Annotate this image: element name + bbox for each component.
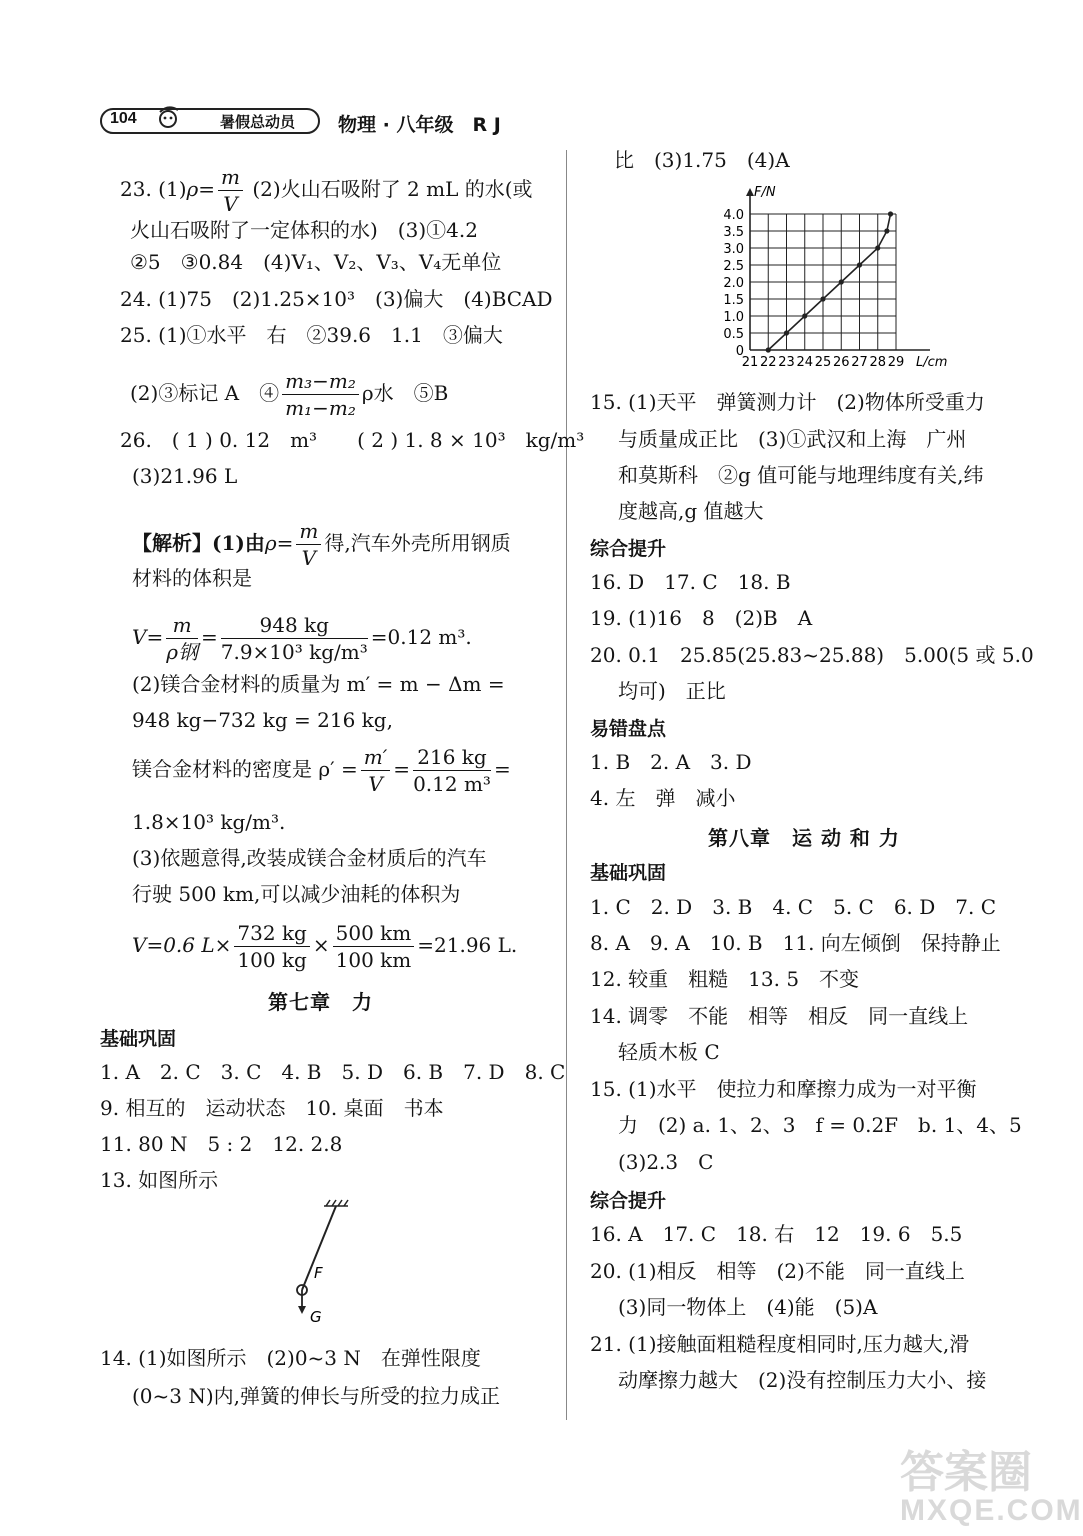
series-name: 暑假总动员	[220, 113, 296, 131]
label-G: G	[310, 1308, 322, 1326]
comp-line3: 20. 0.1 25.85(25.83~25.88) 5.00(5 或 5.0	[590, 643, 1034, 667]
data-point	[820, 296, 825, 301]
data-point	[802, 313, 807, 318]
q23-label: 23. (1)	[120, 177, 187, 201]
x-axis-label: L/cm	[916, 355, 948, 370]
y-tick-label: 1.5	[723, 293, 744, 308]
data-point	[875, 245, 880, 250]
q25-line2	[130, 368, 448, 421]
label-F: F	[314, 1264, 323, 1282]
data-point	[884, 228, 889, 233]
y-tick-label: 2.5	[723, 259, 744, 274]
volume-fraction2	[221, 612, 368, 665]
column-divider	[566, 150, 567, 1420]
y-tick-label: 3.5	[723, 225, 744, 240]
basic2-line5: 轻质木板 C	[618, 1040, 720, 1064]
x-tick-label: 26	[832, 355, 850, 370]
q25-part: (2)③标记 A ④	[130, 381, 280, 405]
arrow-head	[298, 1306, 306, 1314]
ceiling-hatch	[324, 1200, 348, 1206]
rho-symbol: ρ	[186, 177, 199, 201]
right-line0: 比 (3)1.75 (4)A	[614, 148, 790, 172]
subject-label: 物理 · 八年级 R J	[338, 114, 501, 136]
y-tick-label: 1.0	[723, 310, 744, 325]
fraction-numerator: m	[296, 518, 321, 545]
analysis-line5: 948 kg−732 kg = 216 kg,	[132, 708, 393, 732]
x-tick-label: 27	[851, 355, 868, 370]
x-tick-label: 23	[778, 355, 795, 370]
q15-line1: 15. (1)天平 弹簧测力计 (2)物体所受重力	[590, 390, 985, 414]
data-point	[784, 330, 789, 335]
comp2-line2: 20. (1)相反 相等 (2)不能 同一直线上	[590, 1259, 965, 1283]
fraction-denominator: V	[368, 772, 383, 796]
y-tick-label: 2.0	[723, 276, 744, 291]
basic-line4: 13. 如图所示	[100, 1168, 219, 1192]
basic2-line8: (3)2.3 C	[618, 1150, 714, 1174]
analysis-fraction1	[296, 518, 321, 571]
basic-line2: 9. 相互的 运动状态 10. 桌面 书本	[100, 1096, 444, 1120]
chapter8-title: 第八章 运 动 和 力	[708, 826, 900, 850]
y-tick-label: 0	[735, 344, 744, 359]
q23-line2: 火山石吸附了一定体积的水) (3)①4.2	[130, 218, 478, 242]
q23-line1	[120, 164, 533, 217]
comp-line2: 19. (1)16 8 (2)B A	[590, 606, 813, 630]
x-tick-label: 22	[759, 355, 777, 370]
volume-fraction1	[166, 612, 198, 665]
data-point	[839, 279, 844, 284]
q25-tail: ρ水 ⑤B	[361, 381, 449, 405]
eq-result: =0.12 m³.	[370, 625, 472, 649]
data-point	[857, 262, 862, 267]
chart-axes	[746, 188, 930, 350]
comp2-line1: 16. A 17. C 18. 右 12 19. 6 5.5	[590, 1222, 963, 1246]
fraction-denominator: 100 km	[335, 948, 412, 972]
x-tick-label: 28	[869, 355, 887, 370]
mascot-icon	[152, 102, 186, 132]
fraction-denominator: 7.9×10³ kg/m³	[220, 640, 368, 664]
section-basic: 基础巩固	[100, 1028, 177, 1050]
basic-line3: 11. 80 N 5 : 2 12. 2.8	[100, 1132, 343, 1156]
force-diagram	[286, 1198, 366, 1328]
density-fraction1	[361, 744, 391, 797]
fraction-denominator: m₁−m₂	[285, 396, 356, 420]
y-tick-label: 3.0	[723, 242, 744, 257]
basic2-line2: 8. A 9. A 10. B 11. 向左倾倒 保持静止	[590, 931, 1001, 955]
basic2-line6: 15. (1)水平 使拉力和摩擦力成为一对平衡	[590, 1077, 977, 1101]
eq-result: =21.96 L.	[417, 933, 518, 957]
data-point	[766, 347, 771, 352]
equals: =	[393, 757, 411, 781]
analysis-line10	[132, 920, 517, 973]
fraction-numerator: 948 kg	[221, 612, 368, 639]
section-mistakes: 易错盘点	[590, 718, 667, 740]
x-tick-label: 29	[887, 355, 905, 370]
basic2-line4: 14. 调零 不能 相等 相反 同一直线上	[590, 1004, 969, 1028]
fuel-fraction1	[234, 920, 309, 973]
watermark-site: MXQE.COM	[900, 1494, 1083, 1527]
equals: =	[493, 757, 511, 781]
eq-lhs: V=	[132, 625, 164, 649]
analysis-line2: 材料的体积是	[132, 566, 252, 590]
q15-line3: 和莫斯科 ②g 值可能与地理纬度有关,纬	[618, 463, 984, 487]
analysis-line3	[132, 612, 472, 665]
analysis-line6	[132, 744, 511, 797]
y-axis-label: F/N	[754, 185, 776, 200]
analysis-line9: 行驶 500 km,可以减少油耗的体积为	[132, 882, 461, 906]
analysis-line4: (2)镁合金材料的质量为 m′ = m − Δm =	[132, 672, 505, 696]
analysis-line1	[132, 518, 511, 571]
analysis-line8: (3)依题意得,改装成镁合金材质后的汽车	[132, 846, 487, 870]
fraction-denominator: 100 kg	[237, 948, 307, 972]
q14-line1: 14. (1)如图所示 (2)0~3 N 在弹性限度	[100, 1346, 481, 1370]
x-tick-label: 25	[814, 355, 832, 370]
basic-line1: 1. A 2. C 3. C 4. B 5. D 6. B 7. D 8. C	[100, 1060, 566, 1084]
x-tick-label: 21	[741, 355, 759, 370]
q26-line1: 26. ( 1 ) 0. 12 m³ ( 2 ) 1. 8 × 10³ kg/m³	[120, 428, 585, 452]
equals: =	[276, 531, 294, 555]
q25-line1: 25. (1)①水平 右 ②39.6 1.1 ③偏大	[120, 323, 503, 347]
fraction-denominator: ρ钢	[166, 640, 198, 664]
q23-part2: (2)火山石吸附了 2 mL 的水(或	[252, 177, 533, 201]
comp2-line4: 21. (1)接触面粗糙程度相同时,压力越大,滑	[590, 1332, 970, 1356]
fraction-numerator: 500 km	[333, 920, 415, 947]
q15-line2: 与质量成正比 (3)①武汉和上海 广州	[618, 427, 967, 451]
comp-line4: 均可) 正比	[618, 679, 726, 703]
mistake-line1: 1. B 2. A 3. D	[590, 750, 752, 774]
q23-fraction	[218, 164, 243, 217]
comp2-line5: 动摩擦力越大 (2)没有控制压力大小、接	[618, 1368, 987, 1392]
fuel-fraction2	[333, 920, 415, 973]
section-basic2: 基础巩固	[590, 862, 667, 884]
fraction-denominator: V	[223, 192, 238, 216]
fraction-numerator: 732 kg	[234, 920, 309, 947]
q26-line2: (3)21.96 L	[132, 464, 238, 488]
fraction-denominator: 0.12 m³	[413, 772, 491, 796]
section-comprehensive: 综合提升	[590, 538, 667, 560]
chapter7-title: 第七章 力	[268, 990, 373, 1014]
q14-line2: (0~3 N)内,弹簧的伸长与所受的拉力成正	[132, 1384, 501, 1408]
fraction-numerator: m	[166, 612, 198, 639]
rho-symbol: ρ	[264, 531, 277, 555]
basic2-line3: 12. 较重 粗糙 13. 5 不变	[590, 967, 860, 991]
y-tick-label: 0.5	[723, 327, 744, 342]
q15-line4: 度越高,g 值越大	[618, 499, 764, 523]
times: ×	[312, 933, 330, 957]
analysis-line7: 1.8×10³ kg/m³.	[132, 810, 286, 834]
y-axis-arrow	[746, 188, 754, 196]
eq-lhs: V=0.6 L×	[132, 933, 232, 957]
analysis-text: 得,汽车外壳所用钢质	[324, 531, 511, 555]
density-text: 镁合金材料的密度是 ρ′ =	[132, 757, 358, 781]
page-number: 104	[110, 110, 137, 127]
x-tick-label: 24	[796, 355, 814, 370]
fraction-numerator: m	[218, 164, 243, 191]
basic2-line1: 1. C 2. D 3. B 4. C 5. C 6. D 7. C	[590, 895, 997, 919]
q24-line: 24. (1)75 (2)1.25×10³ (3)偏大 (4)BCAD	[120, 287, 553, 311]
fraction-numerator: m₃−m₂	[282, 368, 359, 395]
section-comprehensive2: 综合提升	[590, 1190, 667, 1212]
spring-chart	[700, 182, 970, 382]
analysis-heading: 【解析】(1)由	[132, 531, 265, 555]
q25-fraction	[282, 368, 359, 421]
y-tick-label: 4.0	[723, 208, 744, 223]
equals: =	[198, 177, 216, 201]
density-fraction2	[413, 744, 491, 797]
comp-line1: 16. D 17. C 18. B	[590, 570, 791, 594]
fraction-numerator: 216 kg	[413, 744, 491, 771]
mistake-line2: 4. 左 弹 减小	[590, 786, 736, 810]
watermark-logo: 答案圈	[900, 1447, 1032, 1498]
data-point	[888, 211, 893, 216]
chart-grid	[750, 214, 896, 350]
fraction-numerator: m′	[361, 744, 391, 771]
comp2-line3: (3)同一物体上 (4)能 (5)A	[618, 1295, 878, 1319]
q23-line3: ②5 ③0.84 (4)V₁、V₂、V₃、V₄无单位	[130, 250, 502, 274]
equals: =	[200, 625, 218, 649]
basic2-line7: 力 (2) a. 1、2、3 f = 0.2F b. 1、4、5	[618, 1113, 1022, 1137]
fraction-denominator: V	[301, 546, 317, 570]
